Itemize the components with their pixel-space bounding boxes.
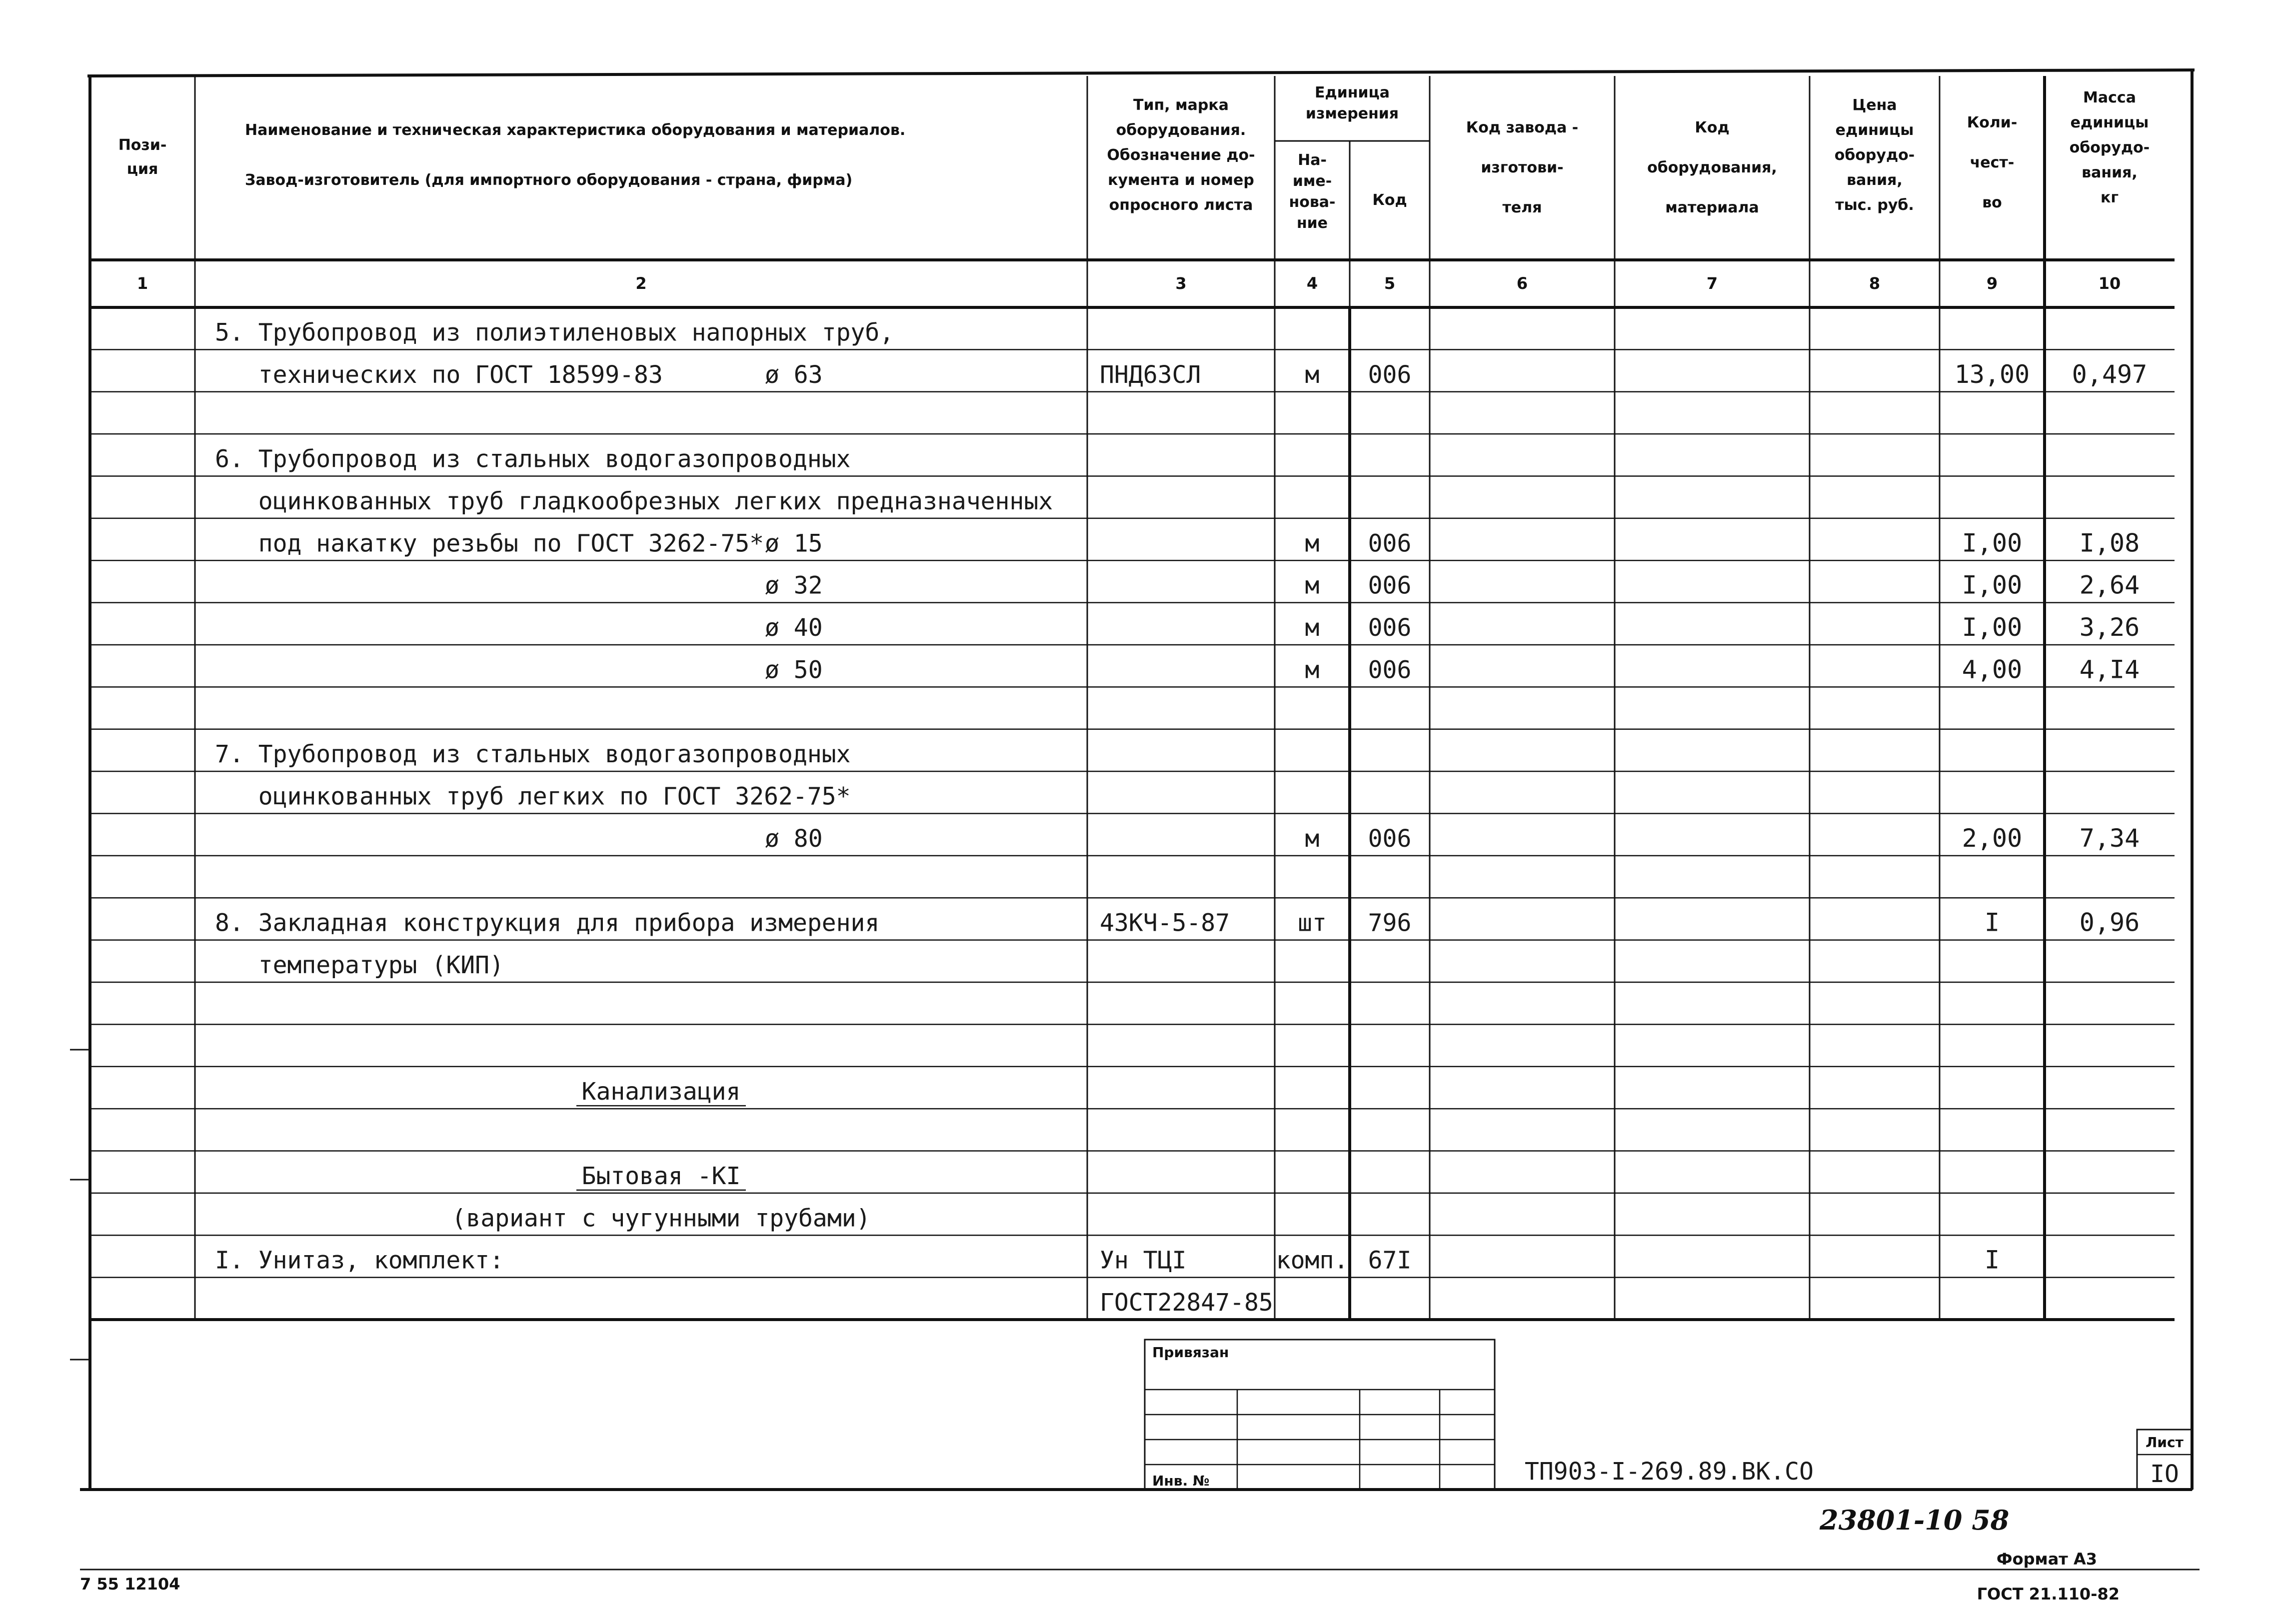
header-position: ция	[126, 160, 158, 178]
table-row	[215, 783, 851, 811]
row-name: 6. Трубопровод из стальных водогазопроводных	[215, 445, 851, 473]
table-row	[215, 740, 851, 768]
header-equipment-code: Код	[1695, 119, 1730, 136]
row-unit-name: комп.	[1276, 1246, 1349, 1275]
row-unit-name: м	[1305, 571, 1320, 600]
header-type-mark: опросного листа	[1109, 196, 1253, 214]
row-unit-mass: 7,34	[2079, 823, 2140, 853]
row-name: оцинкованных труб гладкообрезных легких предназначенных	[215, 487, 1053, 515]
row-unit-mass: I,08	[2079, 528, 2140, 558]
row-name: 7. Трубопровод из стальных водогазопроводных	[215, 740, 851, 769]
row-unit-name: м	[1305, 360, 1320, 389]
row-unit-code: 67I	[1368, 1246, 1412, 1275]
row-diameter: ø 80	[765, 824, 823, 853]
table-row	[451, 1204, 870, 1232]
table-header	[90, 76, 2175, 307]
row-name: I. Унитаз, комплект:	[215, 1246, 504, 1275]
header-quantity: во	[1982, 194, 2002, 211]
row-type-mark: 43КЧ-5-87	[1100, 909, 1230, 937]
row-quantity: I,00	[1962, 613, 2023, 642]
header-unit-name: нова-	[1289, 193, 1336, 211]
row-unit-mass: 0,497	[2072, 359, 2148, 389]
row-diameter: ø 63	[765, 360, 823, 389]
row-unit-name: м	[1305, 824, 1320, 853]
header-unit-price: Цена	[1852, 96, 1897, 114]
header-unit-group: измерения	[1305, 105, 1399, 122]
table-row	[576, 1162, 746, 1190]
row-quantity: 4,00	[1962, 655, 2023, 684]
header-unit-mass: вания,	[2082, 164, 2138, 181]
row-unit-code: 006	[1368, 360, 1412, 389]
header-maker-code: теля	[1502, 199, 1542, 216]
column-number-7: 7	[1706, 274, 1718, 293]
column-number-4: 4	[1306, 274, 1318, 293]
row-unit-code: 006	[1368, 614, 1412, 642]
header-name-description: Наименование и техническая характеристика оборудования и материалов.	[245, 121, 906, 139]
row-type-mark: ГОСТ22847-85	[1100, 1289, 1273, 1317]
row-diameter: ø 32	[765, 571, 823, 600]
column-number-8: 8	[1869, 274, 1881, 293]
stamp-sheet-number: IO	[2150, 1460, 2179, 1488]
header-unit-price: оборудо-	[1834, 146, 1915, 164]
table-row	[215, 951, 504, 979]
row-diameter: ø 15	[765, 529, 823, 558]
row-name: Бытовая -КI	[581, 1162, 741, 1190]
header-unit-group: Единица	[1315, 84, 1390, 101]
table-row	[215, 1246, 2000, 1275]
row-unit-name: м	[1305, 614, 1320, 642]
header-type-mark: Обозначение до-	[1107, 146, 1255, 164]
row-name: температуры (КИП)	[215, 951, 504, 979]
row-name: под накатку резьбы по ГОСТ 3262-75*	[215, 529, 764, 558]
header-quantity: Коли-	[1967, 114, 2018, 131]
table-row	[215, 318, 894, 346]
stamp-sheet-label: Лист	[2146, 1434, 2184, 1451]
row-unit-mass: 4,I4	[2079, 655, 2140, 684]
row-type-mark: ПНД63СЛ	[1100, 360, 1201, 389]
header-unit-mass: кг	[2100, 189, 2119, 206]
row-name: технических по ГОСТ 18599-83	[215, 360, 663, 389]
table-row	[215, 908, 2140, 937]
row-diameter: ø 50	[765, 656, 823, 684]
row-name: оцинкованных труб легких по ГОСТ 3262-75*	[215, 782, 851, 811]
table-row	[1100, 1289, 1273, 1317]
table-row	[215, 360, 2147, 389]
header-unit-name: ние	[1296, 214, 1328, 232]
header-unit-name: име-	[1292, 172, 1332, 190]
row-unit-code: 006	[1368, 824, 1412, 853]
header-type-mark: Тип, марка	[1133, 96, 1229, 114]
header-type-mark: кумента и номер	[1108, 171, 1254, 189]
row-unit-name: м	[1305, 656, 1320, 684]
header-unit-name: На-	[1298, 151, 1327, 169]
row-unit-mass: 2,64	[2079, 570, 2140, 600]
table-row	[215, 528, 2140, 557]
footer-left-code: 7 55 12104	[80, 1575, 180, 1594]
stamp-document-code: ТП903-I-269.89.ВК.СО	[1525, 1458, 1814, 1486]
column-number-1: 1	[136, 274, 148, 293]
header-quantity: чест-	[1970, 154, 2015, 171]
header-maker-code: Код завода -	[1466, 119, 1579, 136]
row-quantity: 13,00	[1954, 359, 2030, 389]
row-quantity: I	[1984, 908, 2000, 937]
column-number-3: 3	[1175, 274, 1187, 293]
row-type-mark: Ун ТЦI	[1100, 1246, 1187, 1275]
row-name: Канализация	[581, 1078, 741, 1106]
column-number-9: 9	[1986, 274, 1998, 293]
stamp-privyazan: Привязан	[1152, 1344, 1229, 1361]
header-position: Пози-	[118, 136, 167, 154]
row-unit-code: 006	[1368, 571, 1412, 600]
header-maker-code: изготови-	[1481, 159, 1564, 176]
table-row	[765, 655, 2140, 684]
header-equipment-code: материала	[1665, 199, 1759, 216]
row-unit-mass: 0,96	[2079, 908, 2140, 937]
header-name-description: Завод-изготовитель (для импортного оборудования - страна, фирма)	[245, 171, 853, 189]
row-name: 8. Закладная конструкция для прибора измерения	[215, 909, 880, 937]
stamp-inventory-number: Инв. №	[1152, 1473, 1210, 1489]
row-unit-code: 006	[1368, 529, 1412, 558]
row-unit-name: шт	[1298, 909, 1327, 937]
table-row	[215, 445, 851, 473]
header-type-mark: оборудования.	[1116, 121, 1246, 139]
sheet-footer	[80, 1550, 2200, 1604]
row-name: 5. Трубопровод из полиэтиленовых напорных труб,	[215, 318, 894, 347]
row-quantity: I,00	[1962, 528, 2023, 558]
header-unit-price: единицы	[1835, 121, 1914, 139]
row-name: (вариант с чугунными трубами)	[451, 1204, 871, 1233]
table-row	[765, 571, 2140, 600]
header-unit-mass: оборудо-	[2069, 139, 2150, 156]
handwritten-number: 23801-10 58	[1820, 1504, 2010, 1536]
row-unit-code: 006	[1368, 656, 1412, 684]
header-unit-code: Код	[1372, 191, 1407, 209]
column-number-10: 10	[2098, 274, 2121, 293]
header-unit-price: тыс. руб.	[1835, 196, 1914, 214]
title-block	[1145, 1340, 2192, 1490]
table-row	[765, 824, 2140, 853]
row-diameter: ø 40	[765, 614, 823, 642]
row-unit-mass: 3,26	[2079, 613, 2140, 642]
row-quantity: I,00	[1962, 570, 2023, 600]
header-unit-price: вания,	[1847, 171, 1903, 189]
footer-gost: ГОСТ 21.110-82	[1977, 1585, 2120, 1604]
header-unit-mass: Масса	[2083, 89, 2136, 106]
table-row	[765, 613, 2140, 642]
row-unit-code: 796	[1368, 909, 1412, 937]
header-equipment-code: оборудования,	[1647, 159, 1777, 176]
row-quantity: I	[1984, 1245, 2000, 1275]
column-number-2: 2	[635, 274, 647, 293]
column-number-5: 5	[1384, 274, 1396, 293]
column-number-6: 6	[1516, 274, 1528, 293]
row-quantity: 2,00	[1962, 823, 2023, 853]
footer-format: Формат А3	[1996, 1550, 2097, 1569]
header-unit-mass: единицы	[2070, 114, 2149, 131]
row-unit-name: м	[1305, 529, 1320, 558]
table-row	[576, 1078, 746, 1106]
table-row	[215, 487, 1053, 515]
table-body	[215, 318, 2147, 1317]
